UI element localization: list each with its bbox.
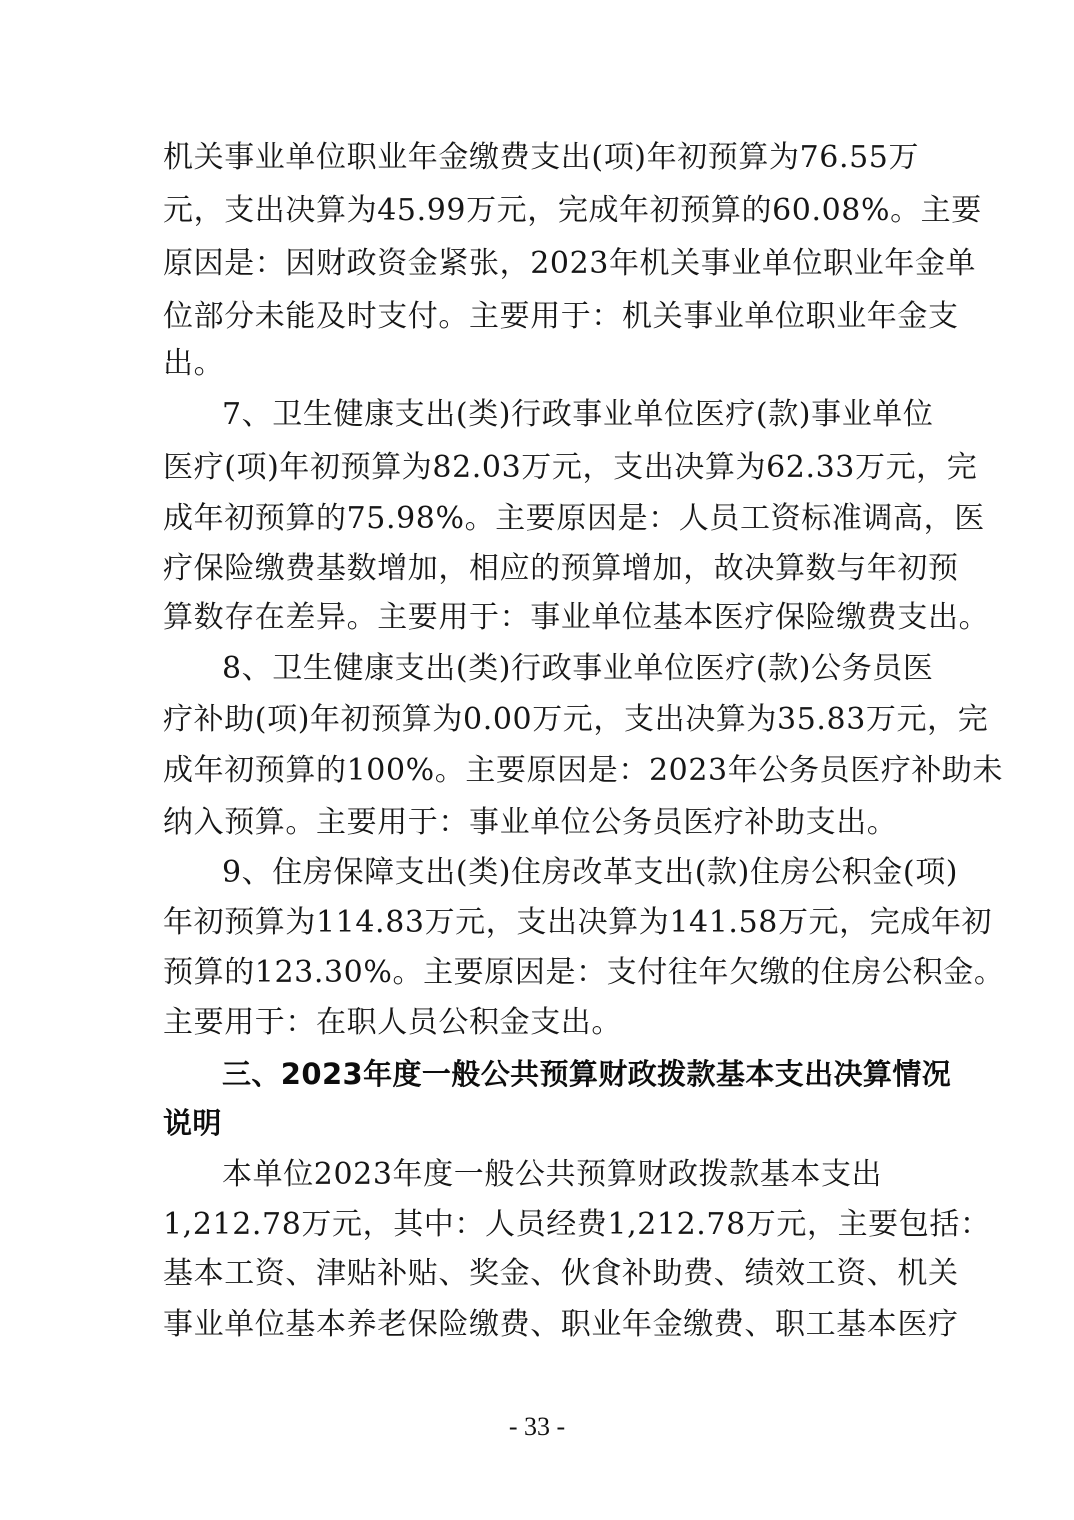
body-text-line: 基本工资、津贴补贴、奖金、伙食补助费、绩效工资、机关	[163, 1256, 959, 1291]
body-text-line: 疗补助(项)年初预算为0.00万元，支出决算为35.83万元，完	[163, 702, 989, 737]
item-8-first-line: 8、卫生健康支出(类)行政事业单位医疗(款)公务员医	[222, 651, 934, 686]
body-text-line: 疗保险缴费基数增加，相应的预算增加，故决算数与年初预	[163, 551, 959, 586]
body-text-line: 预算的123.30%。主要原因是：支付往年欠缴的住房公积金。	[163, 955, 1005, 990]
body-text-line: 算数存在差异。主要用于：事业单位基本医疗保险缴费支出。	[163, 600, 990, 635]
section-heading: 三、2023年度一般公共预算财政拨款基本支出决算情况	[222, 1057, 952, 1091]
body-text-line: 位部分未能及时支付。主要用于：机关事业单位职业年金支	[163, 299, 959, 334]
body-text-line: 主要用于：在职人员公积金支出。	[163, 1005, 622, 1040]
body-text-line: 医疗(项)年初预算为82.03万元，支出决算为62.33万元，完	[163, 450, 978, 485]
paragraph-first-line: 本单位2023年度一般公共预算财政拨款基本支出	[222, 1157, 883, 1192]
body-text-line: 事业单位基本养老保险缴费、职业年金缴费、职工基本医疗	[163, 1307, 959, 1342]
body-text-line: 出。	[163, 346, 225, 381]
body-text-line: 机关事业单位职业年金缴费支出(项)年初预算为76.55万	[163, 140, 920, 175]
body-text-line: 1,212.78万元，其中：人员经费1,212.78万元，主要包括：	[163, 1207, 991, 1242]
body-text-line: 成年初预算的100%。主要原因是：2023年公务员医疗补助未	[163, 753, 1004, 788]
body-text-line: 原因是：因财政资金紧张，2023年机关事业单位职业年金单	[163, 246, 977, 281]
page-number: - 33 -	[508, 1412, 566, 1441]
body-text-line: 年初预算为114.83万元，支出决算为141.58万元，完成年初	[163, 905, 993, 940]
body-text-line: 成年初预算的75.98%。主要原因是：人员工资标准调高，医	[163, 501, 985, 536]
section-heading-continuation: 说明	[163, 1106, 222, 1140]
body-text-line: 元，支出决算为45.99万元，完成年初预算的60.08%。主要	[163, 193, 982, 228]
item-9-first-line: 9、住房保障支出(类)住房改革支出(款)住房公积金(项)	[222, 855, 959, 890]
body-text-line: 纳入预算。主要用于：事业单位公务员医疗补助支出。	[163, 805, 898, 840]
item-7-first-line: 7、卫生健康支出(类)行政事业单位医疗(款)事业单位	[222, 397, 934, 432]
